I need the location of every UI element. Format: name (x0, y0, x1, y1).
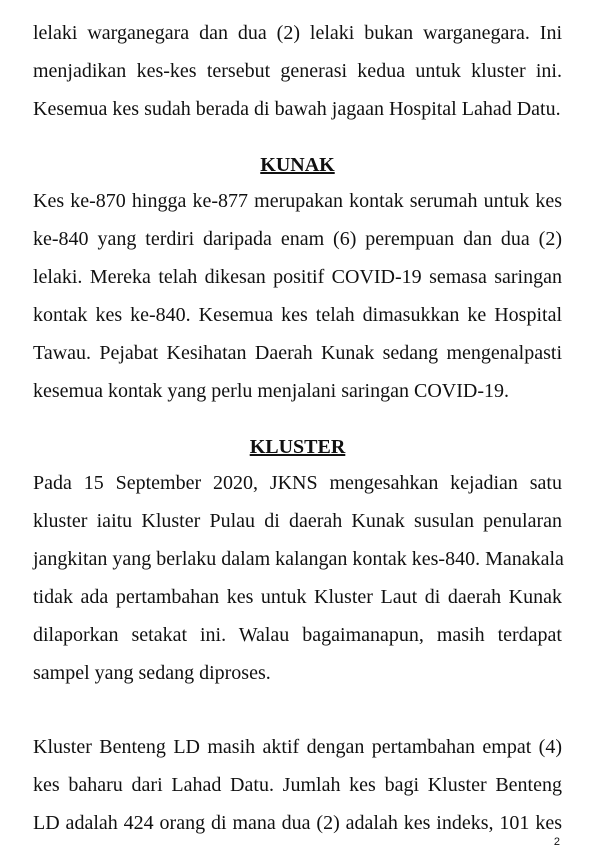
section-heading-kluster: KLUSTER (249, 436, 346, 458)
paragraph-line: kesemua kontak yang perlu menjalani saringan COVID-19. (33, 380, 509, 402)
paragraph-line: kes baharu dari Lahad Datu. Jumlah kes bagi Kluster Benteng (33, 774, 562, 796)
paragraph-line: ke-840 yang terdiri daripada enam (6) perempuan dan dua (2) (33, 228, 562, 250)
paragraph-line: tidak ada pertambahan kes untuk Kluster Laut di daerah Kunak (33, 586, 562, 608)
section-heading-kunak: KUNAK (260, 154, 335, 176)
intro-paragraph (33, 14, 562, 128)
document-page (33, 14, 562, 842)
paragraph-line: sampel yang sedang diproses. (33, 662, 271, 684)
paragraph-line: kontak kes ke-840. Kesemua kes telah dimasukkan ke Hospital (33, 304, 562, 326)
paragraph-line: Kesemua kes sudah berada di bawah jagaan Hospital Lahad Datu. (33, 98, 561, 120)
paragraph-line: kluster iaitu Kluster Pulau di daerah Kunak susulan penularan (33, 510, 562, 532)
paragraph-line: Pada 15 September 2020, JKNS mengesahkan kejadian satu (33, 472, 562, 494)
kluster-paragraph-2 (33, 728, 562, 842)
kluster-paragraph-1 (33, 464, 562, 692)
page-number: 2 (553, 836, 560, 848)
paragraph-line: Kluster Benteng LD masih aktif dengan pertambahan empat (4) (33, 736, 562, 758)
paragraph-line: menjadikan kes-kes tersebut generasi kedua untuk kluster ini. (33, 60, 562, 82)
paragraph-line: lelaki. Mereka telah dikesan positif COVID-19 semasa saringan (33, 266, 562, 288)
paragraph-line: Tawau. Pejabat Kesihatan Daerah Kunak sedang mengenalpasti (33, 342, 562, 364)
paragraph-line: lelaki warganegara dan dua (2) lelaki bukan warganegara. Ini (33, 22, 562, 44)
paragraph-line: dilaporkan setakat ini. Walau bagaimanapun, masih terdapat (33, 624, 562, 646)
kunak-paragraph (33, 182, 562, 410)
paragraph-line: LD adalah 424 orang di mana dua (2) adalah kes indeks, 101 kes (33, 812, 562, 834)
paragraph-line: jangkitan yang berlaku dalam kalangan kontak kes-840. Manakala (33, 548, 564, 570)
paragraph-line: Kes ke-870 hingga ke-877 merupakan kontak serumah untuk kes (33, 190, 562, 212)
